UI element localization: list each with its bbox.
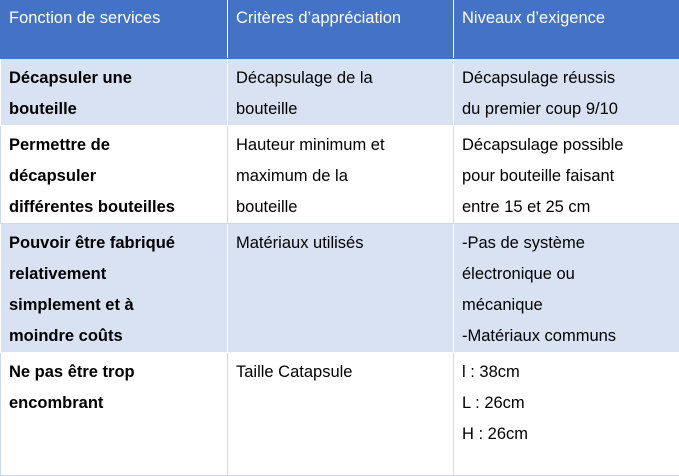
cell-fonction xyxy=(1,126,228,224)
cell-line: moindre coûts xyxy=(9,321,219,352)
table-header xyxy=(1,1,679,59)
cell-line: Pouvoir être fabriqué xyxy=(9,228,219,259)
cell-line: Décapsulage de la xyxy=(236,63,445,94)
cell-line: décapsuler xyxy=(9,161,219,192)
cell-line: du premier coup 9/10 xyxy=(462,94,671,125)
cell-line: -Pas de système xyxy=(462,228,671,259)
cell-line: -Matériaux communs xyxy=(462,321,671,352)
cell-fonction xyxy=(1,353,228,476)
cell-line: bouteille xyxy=(236,192,445,223)
table-row xyxy=(1,224,679,353)
cell-line: bouteille xyxy=(9,94,219,125)
cell-critere xyxy=(228,126,454,224)
table-row xyxy=(1,126,679,224)
cell-line: maximum de la xyxy=(236,161,445,192)
cell-line: l : 38cm xyxy=(462,357,671,388)
cell-line: entre 15 et 25 cm xyxy=(462,192,671,223)
table-body xyxy=(1,59,679,476)
cell-line: mécanique xyxy=(462,290,671,321)
cell-line: relativement xyxy=(9,259,219,290)
cell-line: bouteille xyxy=(236,94,445,125)
cell-line: différentes bouteilles xyxy=(9,192,219,223)
cell-line: Taille Catapsule xyxy=(236,357,445,388)
cell-fonction xyxy=(1,224,228,353)
table-row xyxy=(1,353,679,476)
cell-niveau xyxy=(454,224,679,353)
cell-critere xyxy=(228,59,454,126)
cell-line: Décapsulage possible xyxy=(462,130,671,161)
cell-critere xyxy=(228,353,454,476)
cell-line: Décapsulage réussis xyxy=(462,63,671,94)
header-niveau: Niveaux d’exigence xyxy=(454,1,679,59)
cell-line: Permettre de xyxy=(9,130,219,161)
cell-critere xyxy=(228,224,454,353)
cell-line: pour bouteille faisant xyxy=(462,161,671,192)
header-fonction: Fonction de services xyxy=(1,1,228,59)
cell-line: Décapsuler une xyxy=(9,63,219,94)
cell-line: L : 26cm xyxy=(462,388,671,419)
table-row xyxy=(1,59,679,126)
cell-line: simplement et à xyxy=(9,290,219,321)
cell-niveau xyxy=(454,353,679,476)
cell-fonction xyxy=(1,59,228,126)
cell-niveau xyxy=(454,126,679,224)
header-critere: Critères d’appréciation xyxy=(228,1,454,59)
cell-line: H : 26cm xyxy=(462,419,671,450)
cell-line: encombrant xyxy=(9,388,219,419)
cell-line: Hauteur minimum et xyxy=(236,130,445,161)
cell-line: Ne pas être trop xyxy=(9,357,219,388)
cell-line: Matériaux utilisés xyxy=(236,228,445,259)
header-row xyxy=(1,1,679,59)
cell-line: électronique ou xyxy=(462,259,671,290)
cell-niveau xyxy=(454,59,679,126)
